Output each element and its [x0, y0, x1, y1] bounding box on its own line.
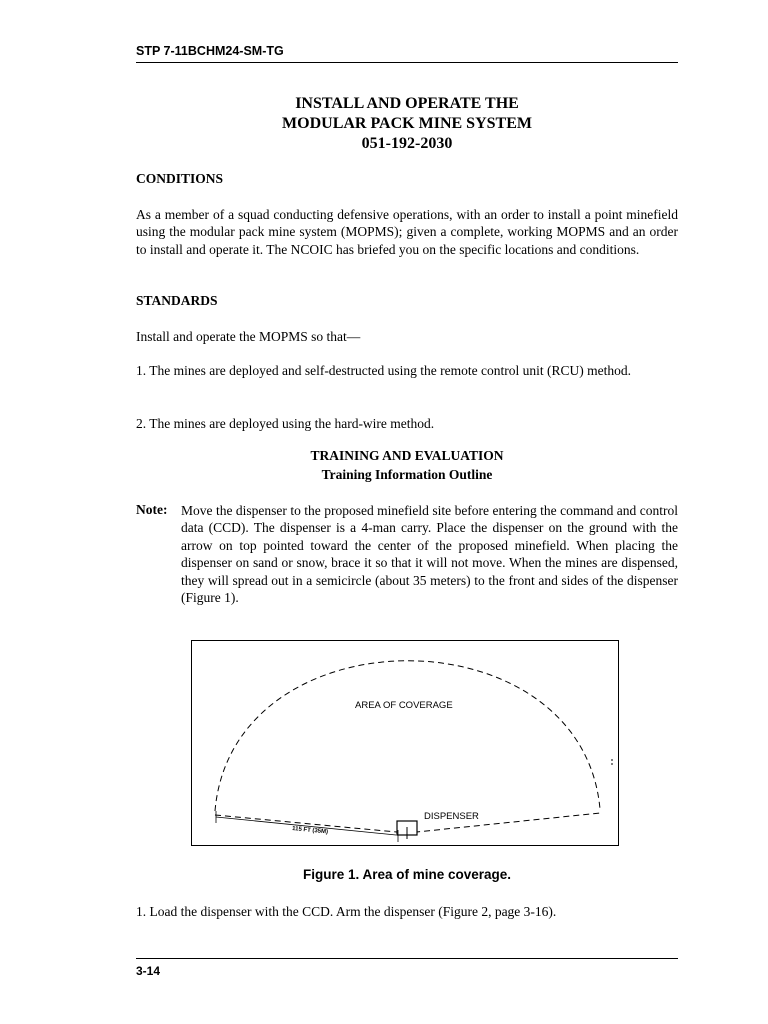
distance-label: 115 FT (35M) [291, 826, 329, 836]
standards-item-2: 2. The mines are deployed using the hard-wire method. [136, 416, 435, 431]
coverage-arc [215, 661, 600, 811]
area-of-coverage-label: AREA OF COVERAGE [355, 700, 453, 711]
training-heading: TRAINING AND EVALUATION [310, 448, 504, 463]
title-task-number: 051-192-2030 [361, 135, 453, 152]
title-line-2: MODULAR PACK MINE SYSTEM [282, 115, 532, 132]
title-line-1: INSTALL AND OPERATE THE [295, 95, 519, 112]
header-rule [136, 62, 678, 63]
note-text: Move the dispenser to the proposed minefield site before entering the command and control data (CCD). The dispenser is a 4-man carry. Place the dispenser on the ground with the arrow on top pointed toward the center of the proposed minefield. When placing the dispenser on sand or snow, brace it so that it will not move. When the mines are dispensed, they will spread out in a semicircle (about 35 meters) to the front and sides of the dispenser (Figure 1). [181, 503, 678, 606]
footer-rule [136, 958, 678, 959]
step-1-text: 1. Load the dispenser with the CCD. Arm the dispenser (Figure 2, page 3-16). [136, 904, 557, 919]
coverage-diagram [192, 641, 617, 844]
standards-item-1: 1. The mines are deployed and self-destructed using the remote control unit (RCU) method. [136, 363, 631, 378]
dispenser-label: DISPENSER [424, 811, 479, 822]
conditions-text: As a member of a squad conducting defensive operations, with an order to install a point minefield using the modular pack mine system (MOPMS); given a complete, working MOPMS and an order to install and operate it. The NCOIC has briefed you on the specific locations and conditions. [136, 207, 678, 257]
note-label: Note: [136, 502, 168, 517]
figure-1-frame [191, 640, 619, 846]
figure-1-caption: Figure 1. Area of mine coverage. [302, 867, 512, 882]
page-number: 3-14 [136, 964, 161, 978]
standards-heading: STANDARDS [136, 293, 218, 308]
training-subheading: Training Information Outline [321, 467, 493, 482]
conditions-heading: CONDITIONS [136, 171, 224, 186]
document-code: STP 7-11BCHM24-SM-TG [136, 44, 284, 58]
standards-intro: Install and operate the MOPMS so that— [136, 329, 361, 344]
